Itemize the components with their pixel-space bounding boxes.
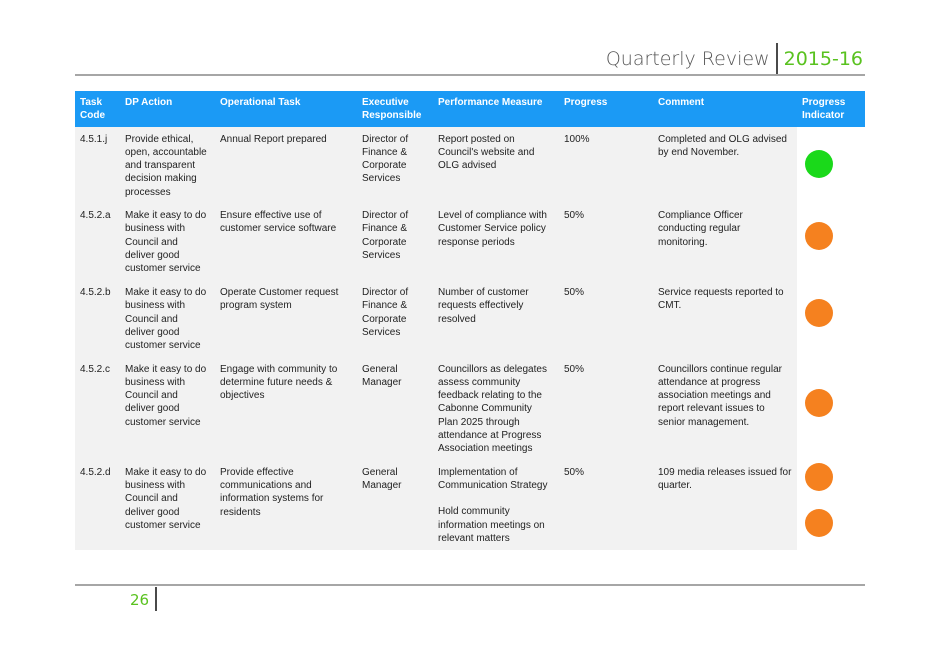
comment: 109 media releases issued for quarter.	[653, 460, 797, 550]
executive-responsible: General Manager	[357, 357, 433, 460]
document-year: 2015-16	[783, 48, 863, 70]
status-dot-orange	[805, 299, 833, 327]
performance-measure	[433, 460, 559, 550]
status-dot-orange	[805, 389, 833, 417]
table-row	[75, 203, 865, 280]
dp-action: Provide ethical, open, accountable and transparent decision making processes	[120, 127, 215, 203]
table-row	[75, 460, 865, 550]
table-row	[75, 127, 865, 203]
col-header-progress-indicator: Progress Indicator	[797, 91, 865, 127]
comment: Completed and OLG advised by end November.	[653, 127, 797, 203]
status-dot-green	[805, 150, 833, 178]
col-header-progress: Progress	[559, 91, 653, 127]
comment: Councillors continue regular attendance at progress association meetings and report relevant issues to senior management.	[653, 357, 797, 460]
executive-responsible: Director of Finance & Corporate Services	[357, 127, 433, 203]
dp-action: Make it easy to do business with Council and deliver good customer service	[120, 357, 215, 460]
operational-task: Operate Customer request program system	[215, 280, 357, 356]
progress-value: 50%	[559, 280, 653, 356]
footer-rule	[75, 584, 865, 586]
operational-task: Ensure effective use of customer service software	[215, 203, 357, 280]
performance-measure: Report posted on Council's website and OLG advised	[433, 127, 559, 203]
col-header-comment: Comment	[653, 91, 797, 127]
progress-indicator-cell	[797, 203, 865, 280]
status-dot-orange	[805, 509, 833, 537]
review-table	[75, 91, 865, 550]
col-header-operational-task: Operational Task	[215, 91, 357, 127]
task-code: 4.5.2.b	[75, 280, 120, 356]
status-dot-orange	[805, 222, 833, 250]
executive-responsible: Director of Finance & Corporate Services	[357, 280, 433, 356]
document-title: Quarterly Review	[605, 48, 770, 70]
table-row	[75, 357, 865, 460]
performance-measure: Councillors as delegates assess community feedback relating to the Cabonne Community Plan 2025 through attendance at Progress Association meetings	[433, 357, 559, 460]
performance-measure: Number of customer requests effectively resolved	[433, 280, 559, 356]
dp-action: Make it easy to do business with Council and deliver good customer service	[120, 203, 215, 280]
operational-task: Engage with community to determine future needs & objectives	[215, 357, 357, 460]
performance-measure-line: Hold community information meetings on relevant matters	[438, 506, 545, 544]
status-dot-orange	[805, 463, 833, 491]
measure-spacer	[438, 492, 554, 505]
operational-task: Annual Report prepared	[215, 127, 357, 203]
progress-value: 50%	[559, 203, 653, 280]
progress-value: 50%	[559, 357, 653, 460]
dp-action: Make it easy to do business with Council and deliver good customer service	[120, 460, 215, 550]
table-row	[75, 280, 865, 356]
review-table-container	[75, 91, 865, 550]
col-header-dp-action: DP Action	[120, 91, 215, 127]
progress-value: 50%	[559, 460, 653, 550]
progress-value: 100%	[559, 127, 653, 203]
operational-task: Provide effective communications and information systems for residents	[215, 460, 357, 550]
progress-indicator-cell	[797, 127, 865, 203]
task-code: 4.5.1.j	[75, 127, 120, 203]
task-code: 4.5.2.c	[75, 357, 120, 460]
header-rule	[75, 74, 865, 76]
col-header-performance-measure: Performance Measure	[433, 91, 559, 127]
comment: Service requests reported to CMT.	[653, 280, 797, 356]
table-header-row	[75, 91, 865, 127]
progress-indicator-cell	[797, 357, 865, 460]
progress-indicator-cell	[797, 280, 865, 356]
performance-measure: Level of compliance with Customer Service policy response periods	[433, 203, 559, 280]
page-number: 26	[130, 591, 150, 609]
performance-measure-line: Implementation of Communication Strategy	[438, 466, 548, 491]
col-header-task-code: Task Code	[75, 91, 120, 127]
col-header-executive-responsible: Executive Responsible	[357, 91, 433, 127]
dp-action: Make it easy to do business with Council and deliver good customer service	[120, 280, 215, 356]
document-header	[606, 42, 863, 76]
comment: Compliance Officer conducting regular monitoring.	[653, 203, 797, 280]
executive-responsible: General Manager	[357, 460, 433, 550]
task-code: 4.5.2.a	[75, 203, 120, 280]
page-number-divider	[155, 587, 157, 611]
task-code: 4.5.2.d	[75, 460, 120, 550]
executive-responsible: Director of Finance & Corporate Services	[357, 203, 433, 280]
progress-indicator-cell	[797, 460, 865, 550]
